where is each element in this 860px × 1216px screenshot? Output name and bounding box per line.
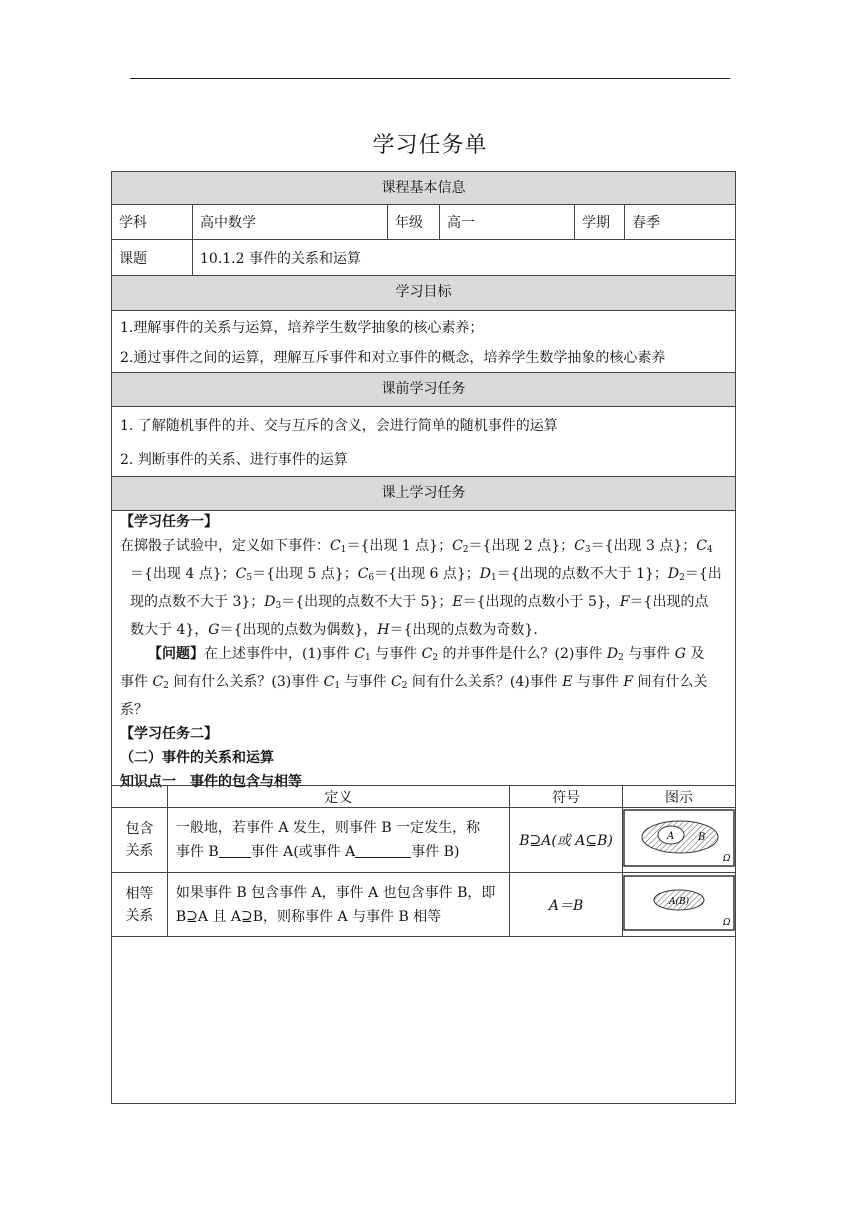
goal-item: 1.理解事件的关系与运算，培养学生数学抽象的核心素养； <box>120 320 484 336</box>
relation-definition: 一般地，若事件 A 发生，则事件 B 一定发生，称 事件 B 事件 A(或事件 A 事件 B) <box>167 808 509 873</box>
goals-block <box>111 311 736 373</box>
relation-figure <box>622 808 735 873</box>
venn-equality-icon <box>623 874 735 932</box>
section-goals: 学习目标 <box>111 276 736 311</box>
term-label: 学期 <box>574 205 632 239</box>
relation-definition: 如果事件 B 包含事件 A，事件 A 也包含事件 B，即 B⊇A 且 A⊇B，则称事件 A 与事件 B 相等 <box>167 873 509 937</box>
relation-name: 包含 关系 <box>112 808 168 873</box>
table-header-definition: 定义 <box>167 786 509 808</box>
task-one-question-end: 系？ <box>120 702 148 718</box>
relation-name: 相等 关系 <box>112 873 168 937</box>
table-header-blank <box>112 786 168 808</box>
grade-value: 高一 <box>439 205 582 239</box>
pre-task-item: 2. 判断事件的关系、进行事件的运算 <box>120 452 348 468</box>
term-value: 春季 <box>624 205 735 239</box>
subject-value: 高中数学 <box>192 205 395 239</box>
task-one-paragraph-cont: ＝{出现 4 点}；$C_5=${出现 5 点}；$C_6=${出现 6 点}；$D_1=${出现的点数不大于 1}；$D_2=${出 <box>130 566 722 583</box>
subject-label: 学科 <box>119 215 147 231</box>
table-header-symbol: 符号 <box>510 786 623 808</box>
task-one-paragraph-cont: 现的点数不大于 3}；$D_3=${出现的点数不大于 5}；E＝{出现的点数小于 5}，F＝{出现的点 <box>130 594 709 611</box>
relation-figure <box>622 873 735 937</box>
task-one-question-cont: 事件 $C_2$ 间有什么关系？(3)事件 $C_1$ 与事件 $C_2$ 间有什么关系？(4)事件 E 与事件 F 间有什么关 <box>120 674 708 691</box>
table-header-row <box>112 786 736 808</box>
pre-tasks-block <box>111 407 736 477</box>
task-one-paragraph-cont: 数大于 4}，G＝{出现的点数为偶数}，H＝{出现的点数为奇数}. <box>130 622 538 638</box>
task-one-heading: 【学习任务一】 <box>120 514 218 530</box>
header-rule <box>130 78 730 79</box>
venn-label-b: B <box>697 832 706 843</box>
answer-blank[interactable] <box>219 843 251 858</box>
task-two-heading: 【学习任务二】 <box>120 726 218 742</box>
goal-item: 2.通过事件之间的运算，理解互斥事件和对立事件的概念，培养学生数学抽象的核心素养 <box>120 350 666 366</box>
knowledge-point-title: 知识点一 事件的包含与相等 <box>120 774 302 790</box>
table-row <box>112 808 736 873</box>
grade-label: 年级 <box>387 205 447 239</box>
table-header-figure: 图示 <box>622 786 735 808</box>
table-row <box>112 873 736 937</box>
venn-omega: Ω <box>722 854 731 864</box>
page-title: 学习任务单 <box>372 133 488 158</box>
venn-omega: Ω <box>722 917 731 928</box>
answer-blank[interactable] <box>355 843 411 858</box>
event-relations-table <box>111 785 736 937</box>
relation-symbol: B⊇A(或 A⊆B) <box>510 808 623 873</box>
section-basic-info: 课程基本信息 <box>111 171 736 205</box>
pre-task-item: 1. 了解随机事件的并、交与互斥的含义，会进行简单的随机事件的运算 <box>120 418 558 434</box>
venn-label-ab: A(B) <box>668 896 690 907</box>
info-row-subject <box>111 205 736 240</box>
venn-label-a: A <box>666 831 675 842</box>
section-in-class-tasks: 课上学习任务 <box>111 477 736 511</box>
topic-label: 课题 <box>119 250 147 267</box>
task-one-question: 【问题】在上述事件中，(1)事件 $C_1$ 与事件 $C_2$ 的并事件是什么？(2)事件 $D_2$ 与事件 G 及 <box>148 646 705 663</box>
task-one <box>120 510 730 794</box>
task-one-paragraph: 在掷骰子试验中，定义如下事件：$C_1=${出现 1 点}；$C_2=${出现 2 点}；$C_3=${出现 3 点}；$C_4$ <box>120 538 713 555</box>
venn-inclusion-icon <box>623 808 735 868</box>
section-pre-tasks: 课前学习任务 <box>111 373 736 407</box>
relation-symbol: A＝B <box>510 873 623 937</box>
topic-value: 10.1.2 事件的关系和运算 <box>192 240 735 275</box>
task-two-subheading: （二）事件的关系和运算 <box>120 750 274 766</box>
info-row-topic <box>111 240 736 276</box>
